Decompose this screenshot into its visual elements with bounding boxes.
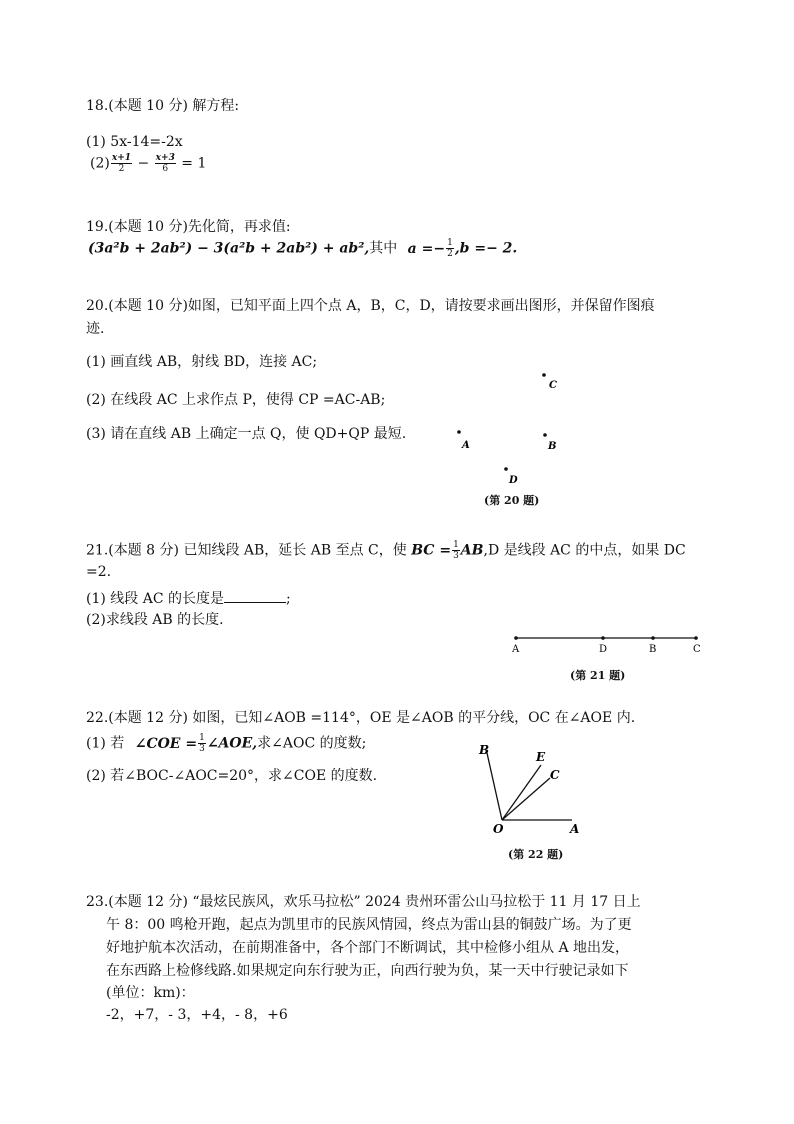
label-d: D [509,475,518,486]
point-a [457,430,461,434]
label-c: C [549,380,557,391]
q21-caption: (第 21 题) [570,669,626,682]
q23-line2: 午 8：00 鸣枪开跑，起点为凯里市的民族风情园，终点为雷山县的铜鼓广场。为了更 [106,917,632,933]
point-c [694,636,698,640]
q21-part2: (2)求线段 AB 的长度. [86,612,224,628]
point-b [543,433,547,437]
q23-line1: 23.(本题 12 分) “最炫民族风，欢乐马拉松” 2024 贵州环雷公山马拉松于 11 月 17 日上 [86,894,641,910]
point-b [651,636,655,640]
fraction: $\frac{x+1}{2}$ [111,153,132,174]
q23-line4: 在东西路上检修线路.如果规定向东行驶为正，向西行驶为负，某一天中行驶记录如下 [106,963,629,979]
label-b: B [548,441,557,452]
fraction: $\frac{x+3}{6}$ [155,153,175,174]
ray-oe [502,765,541,820]
q18-part2: (2) $\frac{x+1}{2}$ − $\frac{x+3}{6}$ = 1 [90,153,207,174]
q18-part1: (1) 5x-14=-2x [86,134,183,150]
label-b: B [479,743,490,757]
fraction: $\frac{1}{3}$ [453,540,459,561]
q21-figure [505,630,710,660]
label-c: C [693,644,701,655]
point-a [514,636,518,640]
label-a: A [570,822,580,836]
q22-part2: (2) 若∠BOC-∠AOC=20°，求∠COE 的度数. [86,768,378,784]
point-d [504,467,508,471]
q20-line1: 20.(本题 10 分)如图，已知平面上四个点 A，B，C，D，请按要求画出图形，并保留作图痕 [86,298,655,314]
point-c [542,373,546,377]
q20-figure [440,360,580,490]
label-b: B [649,644,657,655]
ray-oc [502,778,550,820]
label-d: D [599,644,608,655]
q19-expression: (3a²b + 2ab²) − 3(a²b + 2ab²) + ab²,其中 a =− $\frac{1}{2}$ ,b =− 2. [88,238,518,259]
q20-caption: (第 20 题) [484,494,540,507]
q18-header: 18.(本题 10 分) 解方程: [86,98,240,114]
q22-caption: (第 22 题) [508,848,564,861]
label-a: A [462,440,470,451]
q21-line2: =2. [86,564,112,580]
q20-part1: (1) 画直线 AB，射线 BD，连接 AC; [86,354,318,370]
point-d [601,636,605,640]
q21-part1: (1) 线段 AC 的长度是 ; [86,591,291,607]
answer-blank[interactable] [224,590,286,603]
q23-line5: (单位：km)： [106,985,195,1001]
fraction: $\frac{1}{3}$ [199,733,205,754]
q22-part1: (1) 若 ∠COE = $\frac{1}{3}$ ∠AOE,求∠AOC 的度数; [86,733,367,754]
ray-ob [487,753,502,820]
label-a: A [512,644,520,655]
fraction: $\frac{1}{2}$ [447,238,453,259]
q20-part3: (3) 请在直线 AB 上确定一点 Q，使 QD+QP 最短. [86,426,407,442]
q22-figure [470,735,600,840]
q21-line1: 21.(本题 8 分) 已知线段 AB，延长 AB 至点 C，使 BC = $\frac{1}{3}$ AB,D 是线段 AC 的中点，如果 DC [86,540,686,561]
q23-line3: 好地护航本次活动，在前期准备中，各个部门不断调试，其中检修小组从 A 地出发， [106,940,630,956]
q20-line2: 迹. [86,321,105,337]
q23-records: -2，+7，- 3，+4，- 8，+6 [106,1007,288,1023]
label-c: C [550,768,560,782]
q20-part2: (2) 在线段 AC 上求作点 P，使得 CP =AC-AB; [86,392,386,408]
q22-header: 22.(本题 12 分) 如图，已知∠AOB =114°，OE 是∠AOB 的平分线，OC 在∠AOE 内. [86,710,636,726]
q19-header: 19.(本题 10 分)先化简，再求值: [86,219,291,235]
label-e: E [536,750,546,764]
label-o: O [493,822,504,836]
